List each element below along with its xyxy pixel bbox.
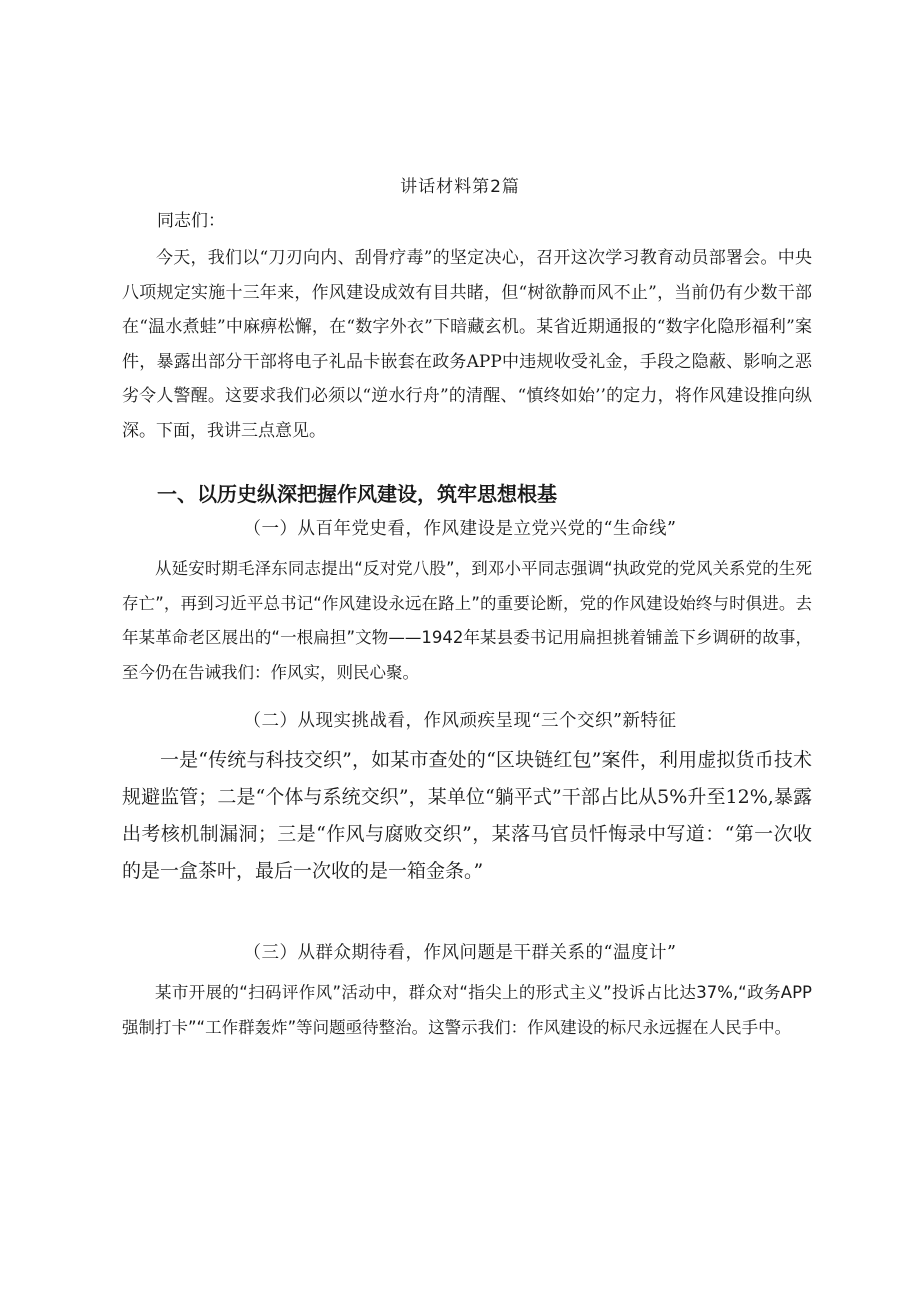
salutation: 同志们：	[157, 211, 225, 231]
intro-paragraph: 今天，我们以“刀刃向内、刮骨疗毒”的坚定决心，召开这次学习教育动员部署会。中央八项规定实施十三年来，作风建设成效有目共睹，但“树欲静而风不止”，当前仍有少数干部在“温水煮蛙”中麻痹松懈，在“数字外衣”下暗藏玄机。某省近期通报的“数字化隐形福利”案件，暴露出部分干部将电子礼品卡嵌套在政务APP中违规收受礼金，手段之隐蔽、影响之恶劣令人警醒。这要求我们必须以“逆水行舟”的清醒、“慎终如始’’的定力，将作风建设推向纵深。下面，我讲三点意见。	[122, 248, 812, 441]
subsection-2-heading: （二）从现实挑战看，作风顽疾呈现“三个交织”新特征	[243, 711, 677, 731]
subsection-1-body: 从延安时期毛泽东同志提出“反对党八股”，到邓小平同志强调“执政党的党风关系党的生死存亡”，再到习近平总书记“作风建设永远在路上”的重要论断，党的作风建设始终与时俱进。去年某革命老区展出的“一根扁担”文物——1942年某县委书记用扁担挑着铺盖下乡调研的故事，至今仍在告诫我们：作风实，则民心聚。	[122, 559, 812, 682]
section-1-heading: 一、以历史纵深把握作风建设，筑牢思想根基	[157, 482, 557, 506]
subsection-3-heading: （三）从群众期待看，作风问题是干群关系的“温度计”	[243, 943, 677, 963]
subsection-3-body: 某市开展的“扫码评作风”活动中，群众对“指尖上的形式主义”投诉占比达37%,“政务APP强制打卡”“工作群轰炸”等问题亟待整治。这警示我们：作风建设的标尺永远握在人民手中。	[122, 983, 812, 1037]
document-title: 讲话材料第2篇	[400, 177, 520, 197]
subsection-1-heading: （一）从百年党史看，作风建设是立党兴党的“生命线”	[243, 519, 677, 539]
subsection-2-body: 一是“传统与科技交织”，如某市查处的“区块链红包”案件，利用虚拟货币技术规避监管；二是“个体与系统交织”，某单位“躺平式”干部占比从5%升至12%,暴露出考核机制漏洞；三是“作风与腐败交织”，某落马官员忏悔录中写道：“第一次收的是一盒茶叶，最后一次收的是一箱金条。”	[122, 749, 812, 882]
